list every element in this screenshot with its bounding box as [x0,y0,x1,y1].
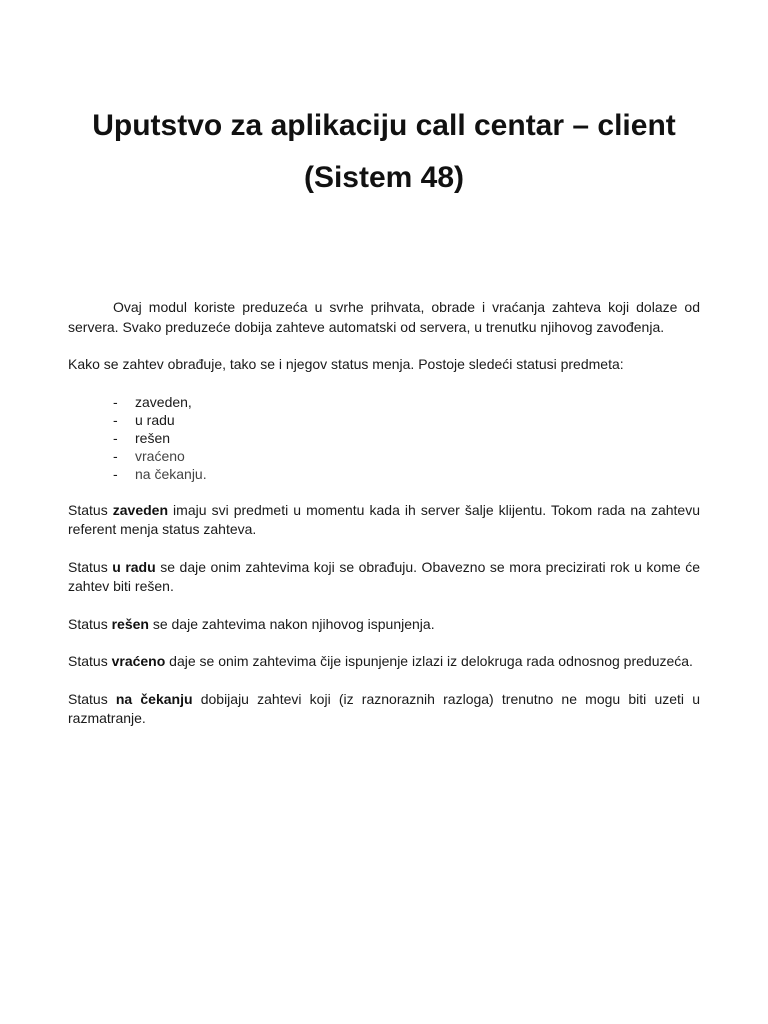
status-na-cekanju-paragraph [68,690,700,729]
status-description: daje se onim zahtevima čije ispunjenje izlazi iz delokruga rada odnosnog preduzeća. [165,653,693,669]
status-description: dobijaju zahtevi koji (iz raznoraznih razloga) trenutno ne mogu biti uzeti u razmatranje. [68,690,700,726]
list-dash: - [113,393,118,410]
status-vraceno-paragraph [68,652,700,672]
intro-paragraph: Ovaj modul koriste preduzeća u svrhe prihvata, obrade i vraćanja zahteva koji dolaze od servera. Svako preduzeće dobija zahteve automatski od servera, u trenutku njihovog zavođenja. [68,299,700,335]
list-item [68,465,700,483]
document-subtitle: (Sistem 48) [303,161,465,194]
list-item [68,393,700,411]
status-description: imaju svi predmeti u momentu kada ih server šalje klijentu. Tokom rada na zahtevu referent menja status zahteva. [68,501,700,537]
status-list [68,393,700,483]
document-title: Uputstvo za aplikaciju call centar – client [92,109,676,142]
status-u-radu-paragraph [68,558,700,597]
document-body [68,298,700,747]
status-prefix: Status [68,615,112,632]
list-item [68,447,700,465]
list-item-label: zaveden, [135,393,192,410]
list-item [68,411,700,429]
status-term-resen: rešen [111,615,149,632]
status-prefix: Status [68,690,116,707]
list-item-label: rešen [135,429,171,446]
status-term-u-radu: u radu [112,558,156,575]
status-term-na-cekanju: na čekanju [115,690,193,707]
status-term-zaveden: zaveden [112,501,168,518]
status-term-vraceno: vraćeno [111,653,166,669]
list-item-label: na čekanju. [135,465,207,482]
status-zaveden-paragraph [68,501,700,540]
list-item [68,429,700,447]
status-prefix: Status [68,558,113,575]
list-item-label: u radu [135,411,175,428]
list-dash: - [113,429,118,446]
status-description: se daje zahtevima nakon njihovog ispunjenja. [148,615,435,632]
list-dash: - [113,465,118,482]
list-dash: - [113,411,118,428]
list-item-label: vraćeno [135,447,185,464]
status-intro-paragraph: Kako se zahtev obrađuje, tako se i njegov status menja. Postoje sledeći statusi predmeta: [68,356,624,372]
status-prefix: Status [68,653,112,669]
status-description: se daje onim zahtevima koji se obrađuju. Obavezno se mora precizirati rok u kome će zahtev biti rešen. [68,558,700,594]
status-prefix: Status [68,501,113,518]
status-resen-paragraph [68,615,700,635]
list-dash: - [113,447,118,464]
